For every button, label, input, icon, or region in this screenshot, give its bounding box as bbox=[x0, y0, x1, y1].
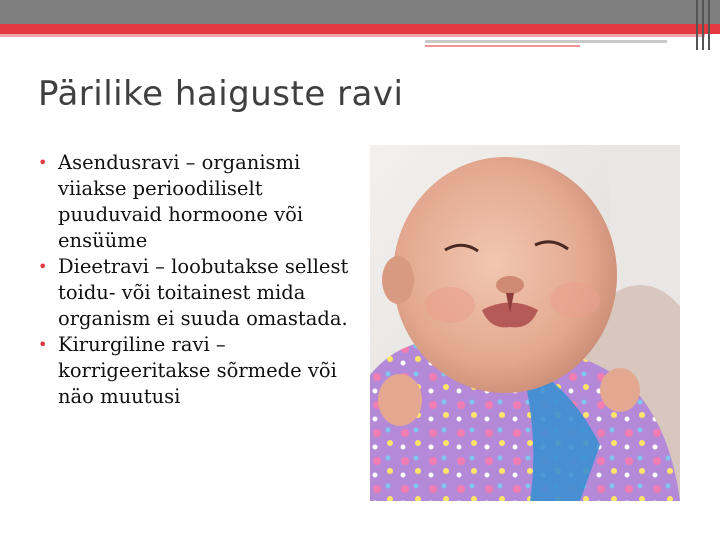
baby-photo-illustration bbox=[370, 145, 680, 501]
header-stripe bbox=[702, 0, 704, 50]
bullet-item bbox=[38, 254, 358, 332]
bullet-text: Dieetravi – loobutakse sellest toidu- või toitainest mida organism ei suuda omastada. bbox=[58, 255, 349, 330]
decorative-header-bars bbox=[0, 0, 720, 50]
bullet-text: Kirurgiline ravi – korrigeeritakse sõrmede või näo muutusi bbox=[58, 333, 337, 408]
header-red-bar bbox=[0, 24, 720, 34]
header-stripe bbox=[696, 0, 698, 50]
header-accent-line-2 bbox=[425, 45, 580, 47]
bullet-icon: • bbox=[38, 335, 48, 354]
bullet-text: Asendusravi – organismi viiakse perioodiliselt puuduvaid hormoone või ensüüme bbox=[58, 151, 304, 252]
bullet-item bbox=[38, 332, 358, 410]
header-thin-red-line bbox=[0, 34, 705, 37]
bullet-item bbox=[38, 150, 358, 254]
bullet-list bbox=[38, 150, 358, 410]
bullet-icon: • bbox=[38, 257, 48, 276]
bullet-icon: • bbox=[38, 153, 48, 172]
slide-title: Pärilike haiguste ravi bbox=[38, 74, 404, 114]
header-stripe bbox=[708, 0, 710, 50]
baby-photo bbox=[370, 145, 680, 501]
header-gray-bar bbox=[0, 0, 720, 24]
header-accent-line bbox=[425, 40, 667, 43]
